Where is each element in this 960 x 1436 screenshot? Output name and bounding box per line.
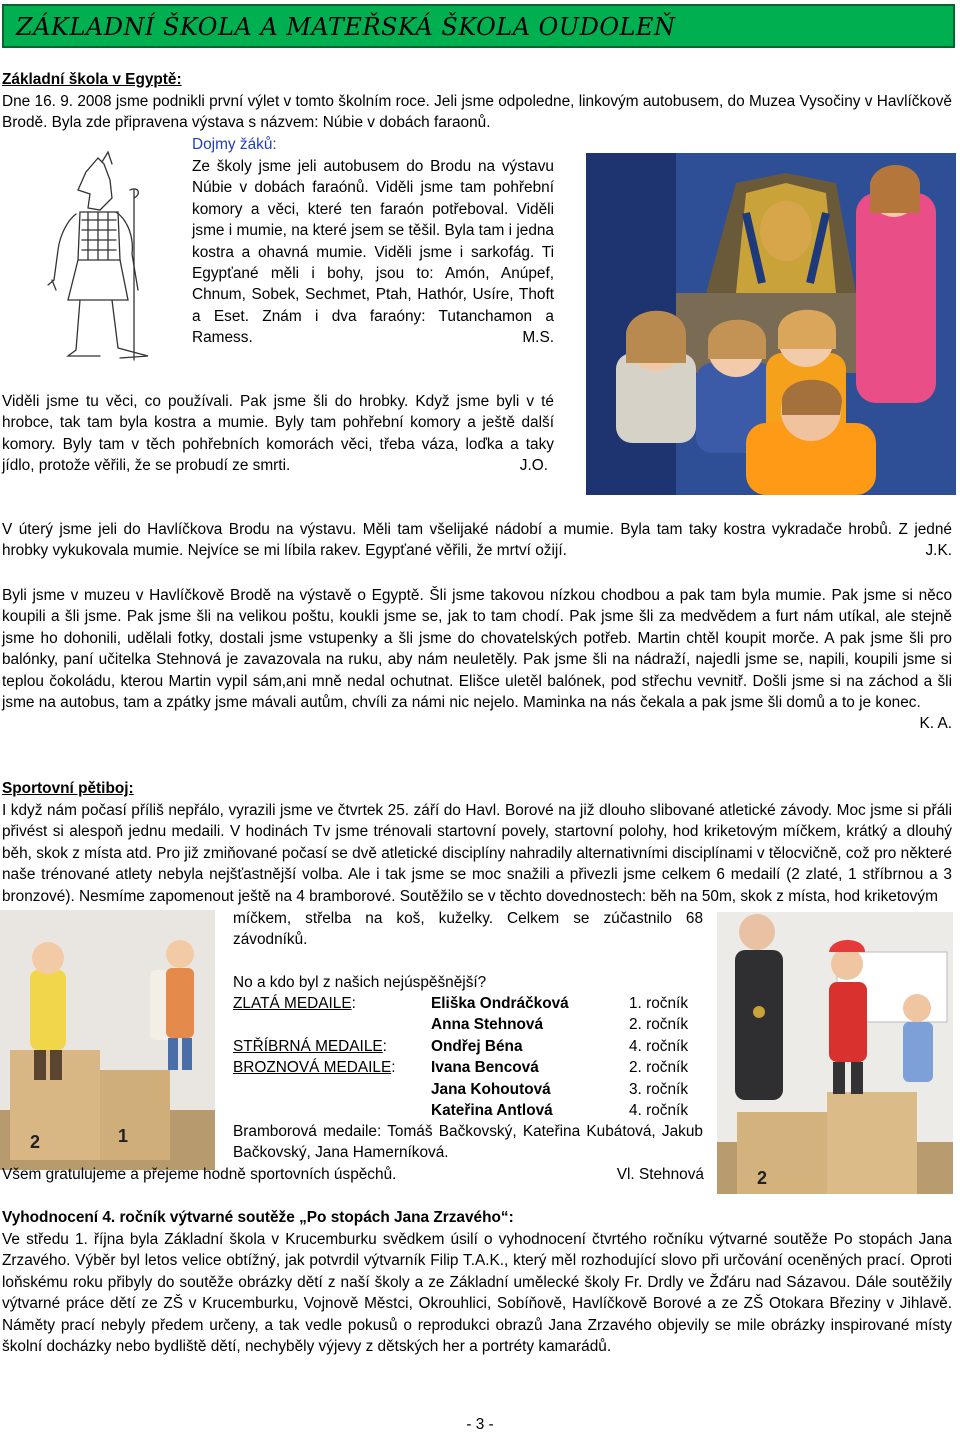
svg-text:2: 2 xyxy=(757,1168,768,1188)
egypt-intro: Dne 16. 9. 2008 jsme podnikli první výlet v tomto školním roce. Jeli jsme odpoledne, linkovým autobusem, do Muzea Vysočiny v Havlíčkově Brodě. Byla zde připravena výstava s názvem: Núbie v dobách faraonů. xyxy=(2,93,952,132)
contest-text: Ve středu 1. října byla Základní škola v Krucemburku svědkem úsilí o vyhodnocení čtvrtého ročníku výtvarné soutěže Po stopách Jana Zrzavého. Výběr byl letos velice obtížný, jak potvrdil výtvarník Filip T.A.K., který měl rozhodující slovo při určování oceněných prací. Oproti loňskému roku přibyly do soutěže obrázky dětí z naší školy a ze Základní umělecké školy Fr. Drdly ve Žďáru nad Sázavou. Dále soutěžily výtvarné práce dětí ze ZŠ v Krucemburku, Vojnově Městci, Okrouhlici, Sobíňově, Havlíčkově Borové a ze ZŠ Otokara Březiny v Jihlavě. Náměty prací nebyly předem určeny, a tak vedle pokusů o reprodukci obrazů Jana Zrzavého objevily se mile obrázky inspirované místy školní docházky nebo bydliště dětí, nechyběly výjevy z dětských her a portréty kamarádů. xyxy=(2,1231,952,1356)
winner-grade: 2. ročník xyxy=(629,1016,689,1034)
sport-heading: Sportovní pětiboj: xyxy=(2,780,134,797)
winner-name: Ivana Bencová xyxy=(431,1059,539,1077)
egypt-para3 xyxy=(2,519,952,562)
winner-name: Ondřej Béna xyxy=(431,1037,523,1055)
medal-list xyxy=(233,993,713,1121)
medal-row-gold-1 xyxy=(233,993,713,1014)
congrats-text: Všem gratulujeme a přejeme hodně sportovních úspěchů. xyxy=(2,1166,397,1183)
bronze-colon: : xyxy=(391,1059,396,1077)
sport-para1-block xyxy=(2,800,952,908)
svg-text:1: 1 xyxy=(118,1126,129,1146)
para2-body: Viděli jsme tu věci, co používali. Pak jsme šli do hrobky. Když jsme byli v té hrobce, tak tam byla kostra a mumie. Byly tam pohřební komory a ještě další komory. Byly tam v těch pohřebních komorách věci, třeba váza, loďka a taky jídlo, protože věřili, že se probudí ze smrti. xyxy=(2,393,554,475)
silver-colon: : xyxy=(382,1037,387,1055)
para4-body: Byli jsme v muzeu v Havlíčkově Brodě na výstavě o Egyptě. Šli jsme takovou nízkou chodbou a pak tam byla mumie. Pak jsme si něco koupili a šli jsme. Pak jsme šli na velikou poštu, koukli jsme se, jak to tam chodí. Pak jsme šli za medvědem a furt nám utíkal, ale stejně jsme ho dohonili, udělali fotky, dostali jsme vstupenky a šli jsme do chovatelských potřeb. Martin chtěl koupit morče. A pak jsme šli pro balónky, paní učitelka Stehnová je zavazovala na ruku, aby nám neuletěly. Pak jsme šli na nádraží, najedli jsme se, napili, koupili jsme si teplou čokoládu, kterou Martin vypil sám,ani mně nedal ochutnat. Elišce uletěl balónek, pod střechu vevnitř. Došli jsme si na záchod a šli jsme na autobus, tam a zpátky jsme mávali autům, chvíli za námi nic nejelo. Maminka na nás čekala a pak jsme šli domů a to je konec. xyxy=(2,587,952,712)
egypt-para2 xyxy=(2,391,554,477)
exhibition-photo xyxy=(586,153,956,495)
medal-row-bronze-3 xyxy=(233,1100,713,1121)
medal-row-bronze-1 xyxy=(233,1057,713,1078)
sport-congrats xyxy=(2,1164,704,1185)
banner-title: ZÁKLADNÍ ŠKOLA A MATEŘSKÁ ŠKOLA OUDOLEŇ xyxy=(16,13,676,41)
para3-signature: J.K. xyxy=(925,542,952,560)
winner-grade: 4. ročník xyxy=(629,1037,689,1055)
winner-name: Jana Kohoutová xyxy=(431,1080,551,1098)
page-number: - 3 - xyxy=(466,1416,494,1433)
bronze-label: BROZNOVÁ MEDAILE xyxy=(233,1059,392,1077)
impressions-text xyxy=(192,156,554,349)
winner-grade: 4. ročník xyxy=(629,1101,689,1119)
medal-row-gold-2 xyxy=(233,1014,713,1035)
egypt-para4 xyxy=(2,585,952,735)
sport-question: No a kdo byl z našich nejúspěšnější? xyxy=(233,974,487,991)
impressions-title: Dojmy žáků: xyxy=(192,136,277,153)
winner-grade: 3. ročník xyxy=(629,1080,689,1098)
winner-name: Kateřina Antlová xyxy=(431,1101,553,1119)
anubis-drawing xyxy=(28,150,178,365)
egypt-heading: Základní škola v Egyptě: xyxy=(2,71,182,88)
winner-grade: 2. ročník xyxy=(629,1059,689,1077)
gold-label: ZLATÁ MEDAILE xyxy=(233,995,352,1012)
podium-photo-left xyxy=(0,910,215,1170)
gold-colon: : xyxy=(351,995,356,1012)
svg-text:2: 2 xyxy=(30,1132,41,1152)
sport-para1-rest: míčkem, střelba na koš, kuželky. Celkem se zúčastnilo 68 závodníků. xyxy=(233,910,703,949)
winner-name: Eliška Ondráčková xyxy=(431,995,569,1012)
impressions-body: Ze školy jsme jeli autobusem do Brodu na výstavu Núbie v dobách faraónů. Viděli jsme tam pohřební komory a věci, které ten faraón potřeboval. Viděli jsme i mumie, na které jsem se těšil. Byla tam i jedna kostra a ohavná mumie. Viděli jsme i sarkofág. Ti Egypťané měli i bohy, jsou to: Amón, Anúpef, Chnum, Sobek, Sechmet, Ptah, Hathór, Usíre, Thoft a Eset. Znám i dva faraóny: Tutanchamon a Ramess. xyxy=(192,158,554,347)
congrats-signature: Vl. Stehnová xyxy=(616,1166,704,1183)
para4-signature: K. A. xyxy=(919,715,952,733)
podium-photo-right xyxy=(717,912,953,1194)
para2-signature: J.O. xyxy=(519,457,548,475)
contest-heading: Vyhodnocení 4. ročník výtvarné soutěže „Po stopách Jana Zrzavého“: xyxy=(2,1209,514,1226)
silver-label: STŘÍBRNÁ MEDAILE xyxy=(233,1037,383,1055)
para3-body: V úterý jsme jeli do Havlíčkova Brodu na výstavu. Měli tam všelijaké nádobí a mumie. Byla tam taky kostra vykradače hrobů. Z jedné hrobky vykukovala mumie. Nejvíce se mi líbila rakev. Egypťané věřili, že mrtví ožijí. xyxy=(2,521,952,560)
winner-grade: 1. ročník xyxy=(629,995,689,1012)
school-banner xyxy=(2,4,955,48)
winner-name: Anna Stehnová xyxy=(431,1016,544,1034)
medal-row-bronze-2 xyxy=(233,1079,713,1100)
potato-medal: Bramborová medaile: Tomáš Bačkovský, Kateřina Kubátová, Jakub Bačkovský, Jana Hamerníková. xyxy=(233,1123,703,1162)
medal-row-silver xyxy=(233,1036,713,1057)
impressions-signature: M.S. xyxy=(522,329,554,347)
sport-para1-text: I když nám počasí příliš nepřálo, vyrazili jsme ve čtvrtek 25. září do Havl. Borové na již dlouho slibované atletické závody. Moc jsme si přáli přivést si alespoň jednu medaili. V hodinách Tv jsme trénovali startovní povely, startovní polohy, hod kriketovým míčkem, krátký a dlouhý běh, skok z místa atd. Pro již zmiňované počasí se dvě atletické disciplíny nahradily alternativními disciplínami v tělocvičně, což pro některé naše trénované atlety nebyla nejšťastnější volba. Ale i tak jsme se moc snažili a přivezli jsme celkem 6 medailí (2 zlaté, 1 stříbrnou a 3 bronzové). Nesmíme zapomenout ještě na 4 bramborové. Soutěžilo se v těchto dovednostech: běh na 50m, skok z místa, hod kriketovým xyxy=(2,802,952,905)
